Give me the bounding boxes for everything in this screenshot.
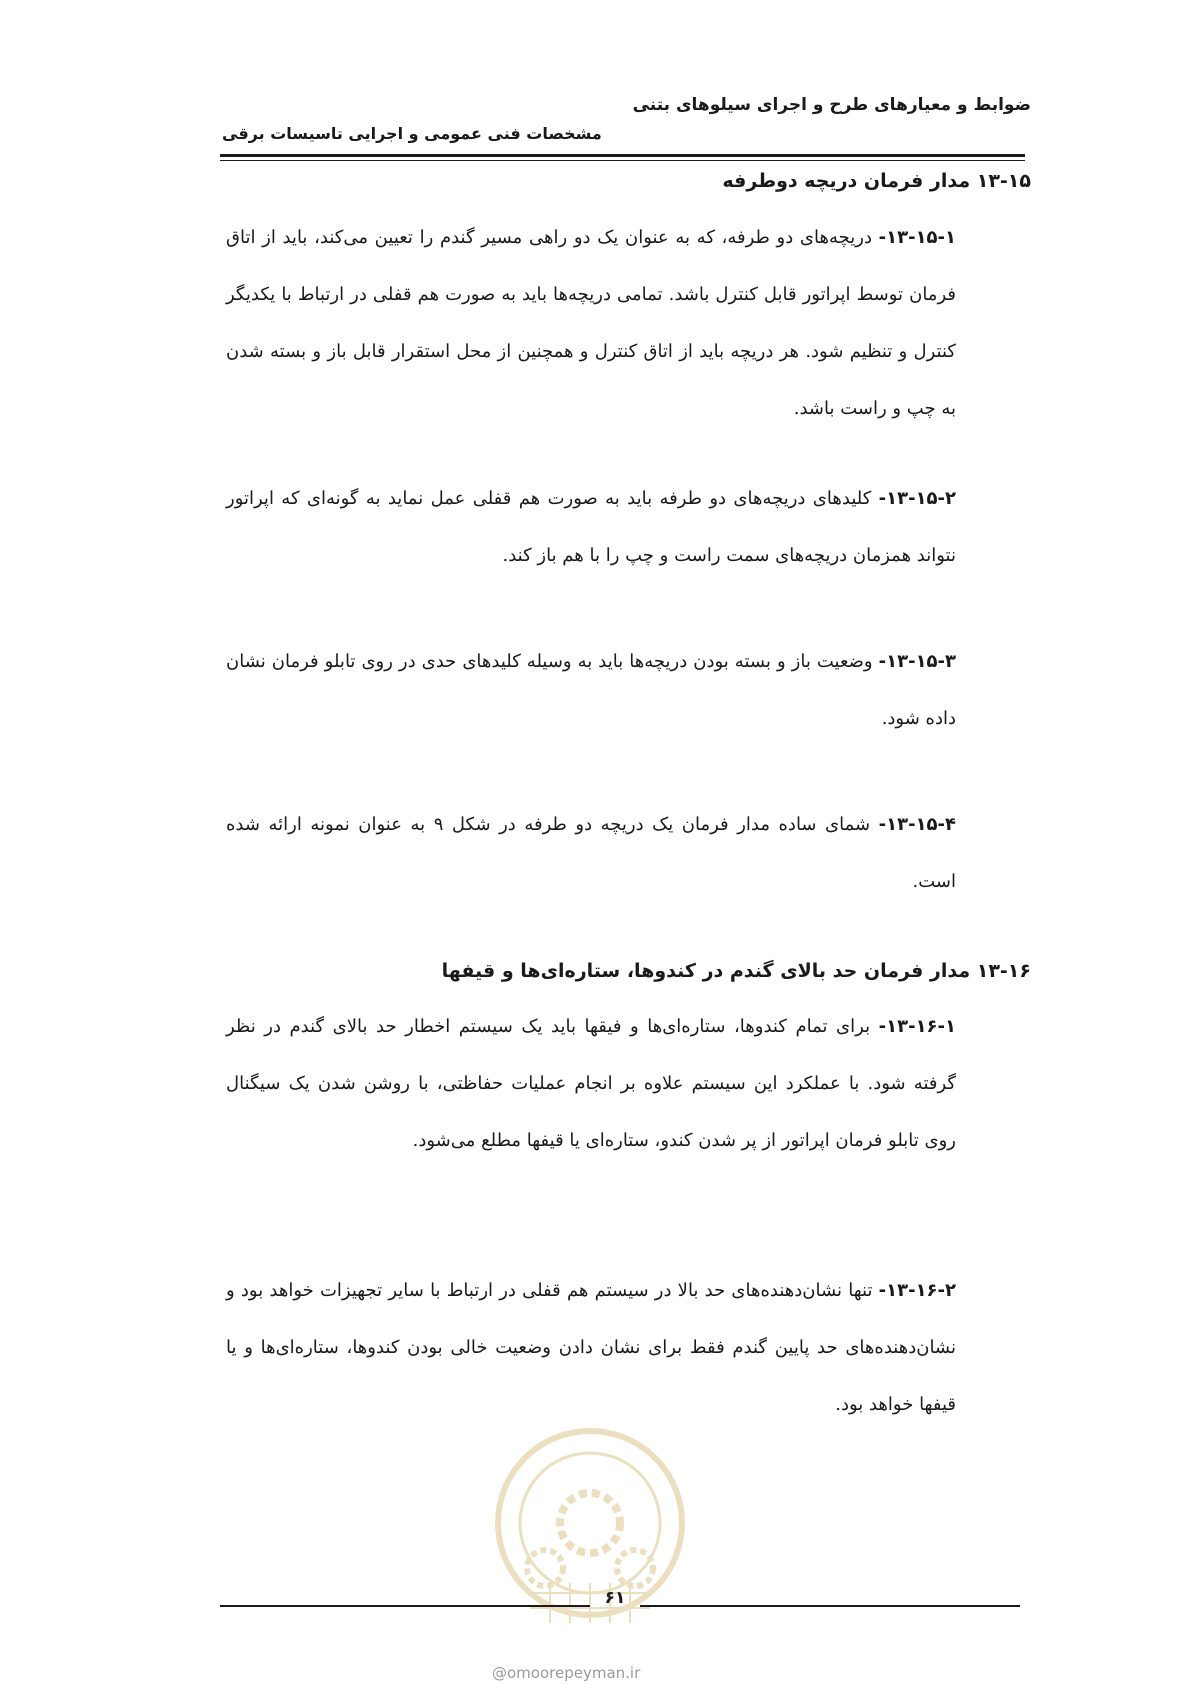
header-book-title: ضوابط و معیارهای طرح و اجرای سیلوهای بتنی (632, 95, 1031, 115)
header-chapter-title: مشخصات فنی عمومی و اجرایی تاسیسات برقی (222, 124, 602, 143)
paragraph-text: تنها نشان‌دهنده‌های حد بالا در سیستم هم قفلی در ارتباط با سایر تجهیزات خواهد بود و نشان‌دهنده‌های حد پایین گندم فقط برای نشان دادن وضعیت خالی بودن کندوها، ستاره‌ای‌ها و یا قیفها خواهد بود. (226, 1280, 956, 1415)
paragraph-number: ۱۳-۱۵-۴- (878, 814, 956, 835)
paragraph-number: ۱۳-۱۵-۱- (878, 227, 956, 248)
paragraph-text: کلیدهای دریچه‌های دو طرفه باید به صورت هم قفلی عمل نماید به گونه‌ای که اپراتور نتواند همزمان دریچه‌های سمت راست و چپ را با هم باز کند. (226, 488, 956, 566)
paragraph-13-15-1 (226, 209, 956, 437)
paragraph-number: ۱۳-۱۵-۳- (878, 651, 956, 672)
paragraph-13-16-2 (226, 1262, 956, 1433)
paragraph-13-15-3 (226, 633, 956, 747)
page-number: ۶۱ (604, 1588, 626, 1608)
section-heading-13-15: ۱۳-۱۵ مدار فرمان دریچه دوطرفه (722, 170, 1031, 192)
footer-rule-left (220, 1605, 590, 1607)
paragraph-13-15-2 (226, 470, 956, 584)
paragraph-13-16-1 (226, 998, 956, 1169)
watermark-url: @omoorepeyman.ir (492, 1664, 641, 1682)
header-rule-thick (220, 154, 1025, 157)
paragraph-number: ۱۳-۱۶-۲- (878, 1280, 956, 1301)
paragraph-text: برای تمام کندوها، ستاره‌ای‌ها و فیقها باید یک سیستم اخطار حد بالای گندم در نظر گرفته شود. با عملکرد این سیستم علاوه بر انجام عملیات حفاظتی، با روشن شدن یک سیگنال روی تابلو فرمان اپراتور از پر شدن کندو، ستاره‌ای یا قیفها مطلع می‌شود. (226, 1016, 956, 1151)
paragraph-number: ۱۳-۱۵-۲- (878, 488, 956, 509)
paragraph-text: شمای ساده مدار فرمان یک دریچه دو طرفه در شکل ۹ به عنوان نمونه ارائه شده است. (226, 814, 956, 892)
paragraph-number: ۱۳-۱۶-۱- (878, 1016, 956, 1037)
paragraph-text: وضعیت باز و بسته بودن دریچه‌ها باید به وسیله کلیدهای حدی در روی تابلو فرمان نشان داده شود. (226, 651, 956, 729)
header-rule-thin (220, 160, 1025, 161)
footer-rule-right (640, 1605, 1020, 1607)
paragraph-13-15-4 (226, 796, 956, 910)
section-heading-13-16: ۱۳-۱۶ مدار فرمان حد بالای گندم در کندوها، ستاره‌ای‌ها و قیفها (441, 960, 1031, 982)
paragraph-text: دریچه‌های دو طرفه، که به عنوان یک دو راهی مسیر گندم را تعیین می‌کند، باید از اتاق فرمان توسط اپراتور قابل کنترل باشد. تمامی دریچه‌ها باید به صورت هم قفلی در ارتباط با یکدیگر کنترل و تنظیم شود. هر دریچه باید از اتاق کنترل و همچنین از محل استقرار قابل باز و بسته شدن به چپ و راست باشد. (226, 227, 956, 419)
